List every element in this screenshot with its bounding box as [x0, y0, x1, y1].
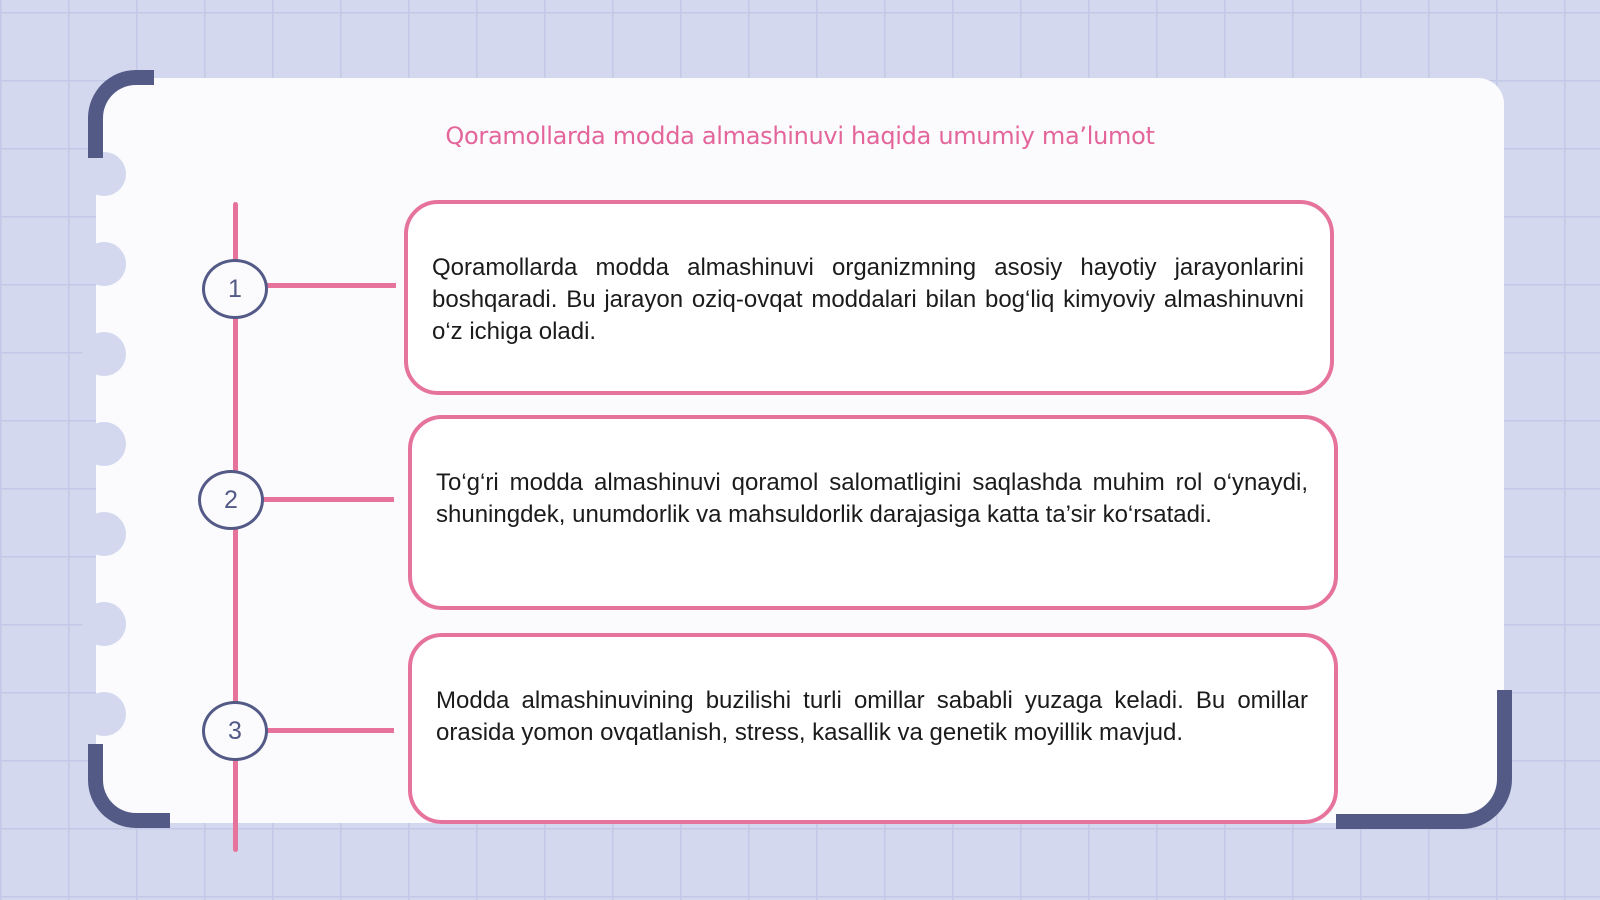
slide-title: Qoramollarda modda almashinuvi haqida umumiy ma’lumot — [445, 122, 1155, 150]
sheet-notch — [82, 152, 126, 196]
info-card-2 — [408, 415, 1338, 610]
step-number-3: 3 — [202, 701, 268, 761]
sheet-notch — [82, 332, 126, 376]
sheet-notch — [82, 422, 126, 466]
sheet-notch — [82, 692, 126, 736]
step-number-2: 2 — [198, 470, 264, 530]
corner-bracket-bottom-right — [1336, 690, 1512, 829]
timeline-connector — [262, 497, 394, 502]
info-card-text: To‘g‘ri modda almashinuvi qoramol salomatligini saqlashda muhim rol o‘ynaydi, shuningdek, unumdorlik va mahsuldorlik darajasiga katta ta’sir ko‘rsatadi. — [436, 469, 1308, 528]
timeline-connector — [266, 283, 396, 288]
sheet-notch — [82, 242, 126, 286]
info-card-3 — [408, 633, 1338, 824]
corner-bracket-top-left — [88, 70, 154, 158]
info-card-1 — [404, 200, 1334, 395]
step-number-1: 1 — [202, 259, 268, 319]
info-card-text: Modda almashinuvining buzilishi turli omillar sababli yuzaga keladi. Bu omillar orasida yomon ovqatlanish, stress, kasallik va genetik moyillik mavjud. — [436, 687, 1308, 746]
corner-bracket-bottom-left — [88, 744, 170, 828]
sheet-notch — [82, 512, 126, 556]
info-card-text: Qoramollarda modda almashinuvi organizmning asosiy hayotiy jarayonlarini boshqaradi. Bu jarayon oziq-ovqat moddalari bilan bog‘liq kimyoviy almashinuvni o‘z ichiga oladi. — [432, 254, 1304, 345]
sheet-notch — [82, 602, 126, 646]
timeline-connector — [266, 728, 394, 733]
